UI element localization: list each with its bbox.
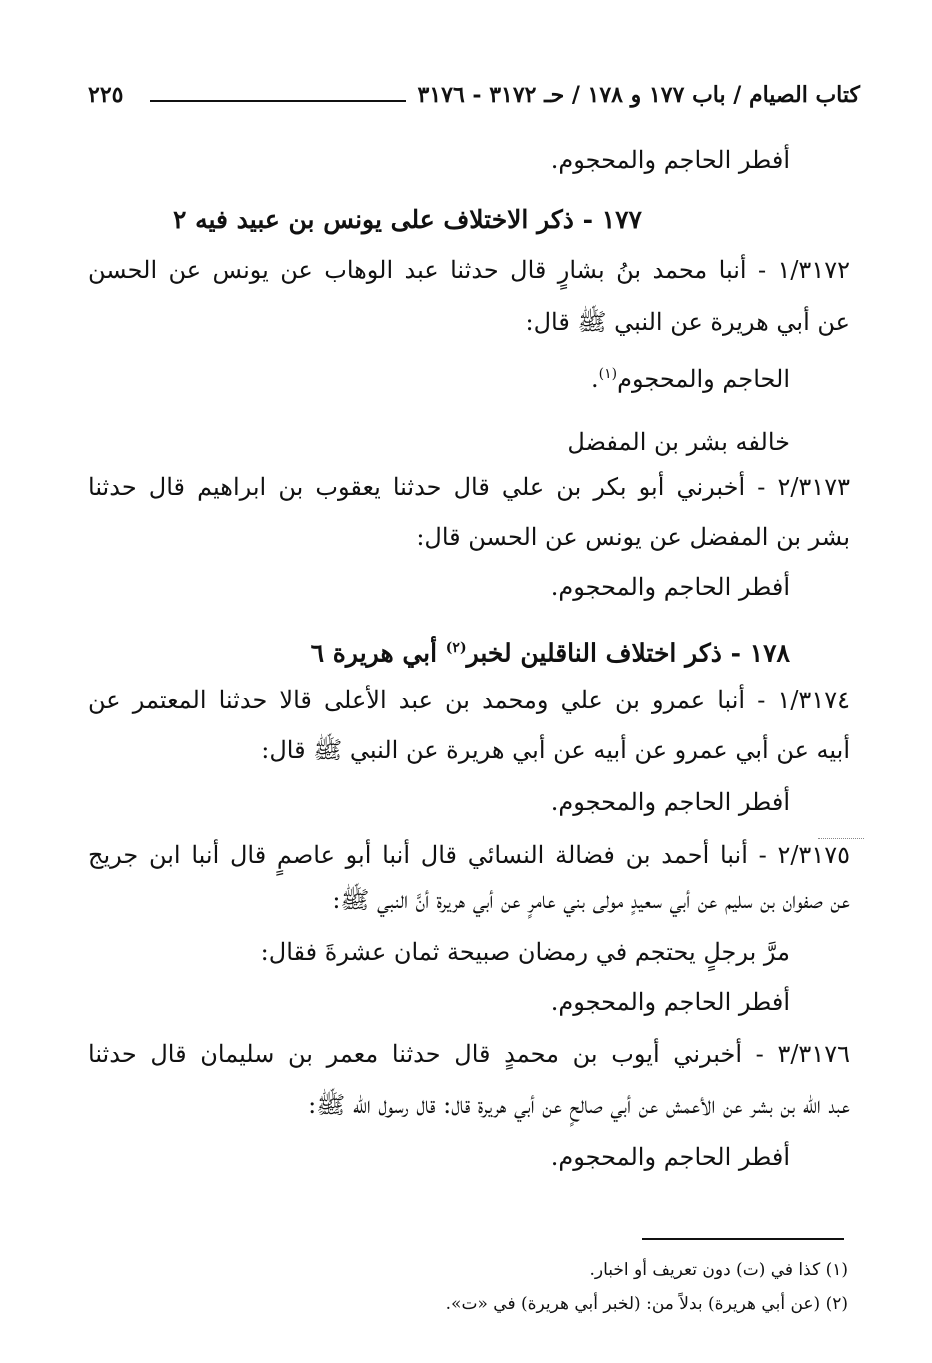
header-rule — [150, 100, 406, 102]
page-number: ٢٢٥ — [88, 82, 124, 108]
header-title: كتاب الصيام / باب ١٧٧ و ١٧٨ / حـ ٣١٧٢ - ٣١٧٦ — [417, 82, 860, 108]
text-line: أفطر الحاجم والمحجوم. — [550, 146, 790, 174]
hadith-3175-line-3: مرَّ برجلٍ يحتجم في رمضان صبيحة ثمان عشرةَ فقال: — [260, 938, 790, 966]
footnote-ref-1: (١) — [598, 366, 618, 382]
hadith-3172-line-2: عن أبي هريرة عن النبي ﷺ قال: — [525, 308, 850, 336]
hadith-3173-matn: أفطر الحاجم والمحجوم. — [550, 573, 790, 601]
hadith-3173-line-2: بشر بن المفضل عن يونس عن الحسن قال: — [416, 523, 850, 551]
hadith-3176-line-1: ٣/٣١٧٦ - أخبرني أيوب بن محمدٍ قال حدثنا معمر بن سليمان قال حدثنا — [88, 1040, 850, 1068]
hadith-3173-line-1: ٢/٣١٧٣ - أخبرني أبو بكر بن علي قال حدثنا يعقوب بن ابراهيم قال حدثنا — [88, 473, 850, 501]
hadith-3176-line-2: عبد الله بن بشر عن الأعمش عن أبي صالحٍ عن أبي هريرة قال: قال رسول الله ﷺ: — [308, 1091, 850, 1119]
hadith-3172-matn: الحاجم والمحجوم$^{(١)}$. — [590, 365, 790, 393]
text-line: خالفه بشر بن المفضل — [567, 428, 790, 456]
hadith-3174-matn: أفطر الحاجم والمحجوم. — [550, 788, 790, 816]
hadith-3175-line-2: عن صفوان بن سليم عن أبي سعيدٍ مولى بني عامرٍ عن أبي هريرة أنَّ النبي ﷺ: — [332, 886, 850, 914]
footnote-2: (٢) (عن أبي هريرة) بدلاً من: (لخبر أبي هريرة) في «ت». — [445, 1294, 848, 1314]
hadith-3174-line-2: أبيه عن أبي عمرو عن أبيه عن أبي هريرة عن النبي ﷺ قال: — [261, 736, 850, 764]
hadith-3172-line-1: ١/٣١٧٢ - أنبا محمد بنُ بشارٍ قال حدثنا عبد الوهاب عن يونس عن الحسن — [88, 256, 850, 284]
footnote-separator — [642, 1238, 844, 1240]
hadith-3175-matn: أفطر الحاجم والمحجوم. — [550, 988, 790, 1016]
section-heading-177: ١٧٧ - ذكر الاختلاف على يونس بن عبيد فيه ٢ — [172, 205, 642, 234]
hadith-3174-line-1: ١/٣١٧٤ - أنبا عمرو بن علي ومحمد بن عبد الأعلى قالا حدثنا المعتمر عن — [88, 686, 850, 714]
footnote-ref-2: (٢) — [445, 640, 467, 656]
section-heading-178: ١٧٨ - ذكر اختلاف الناقلين لخبر$^{(٢)}$ أبي هريرة ٦ — [310, 638, 790, 668]
hadith-3176-matn: أفطر الحاجم والمحجوم. — [550, 1143, 790, 1171]
footnote-1: (١) كذا في (ت) دون تعريف أو اخبار. — [589, 1260, 848, 1280]
hadith-3175-line-1: ٢/٣١٧٥ - أنبا أحمد بن فضالة النسائي قال أنبا أبو عاصمٍ قال أنبا ابن جريج — [88, 841, 850, 869]
running-header — [88, 82, 860, 118]
